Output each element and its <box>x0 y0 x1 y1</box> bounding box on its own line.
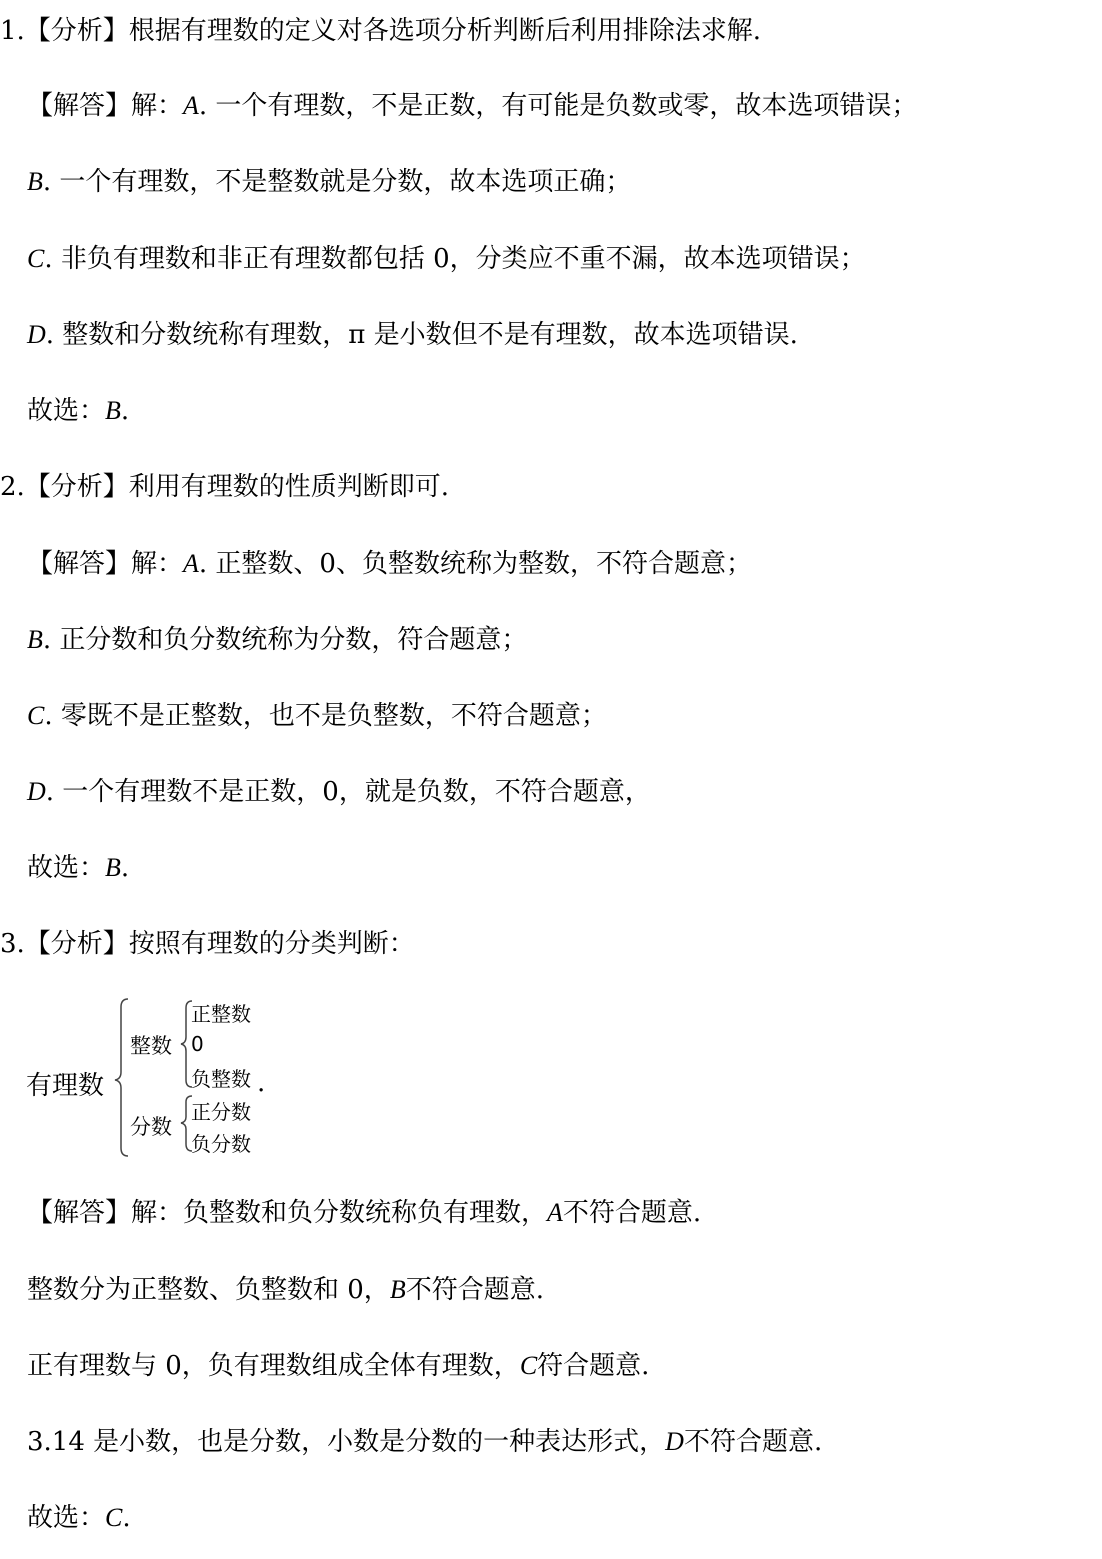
item-3-solution-d <box>27 1425 822 1459</box>
option-letter: D <box>27 777 46 806</box>
item-1-analysis: 1.【分析】根据有理数的定义对各选项分析判断后利用排除法求解. <box>0 16 762 46</box>
item-3-solution-a <box>27 1196 701 1230</box>
option-letter: A <box>183 91 199 120</box>
diagram-fraction: 分数 <box>130 1115 172 1139</box>
item-2-solution-c <box>27 699 607 733</box>
solution-text: . 零既不是正整数，也不是负整数，不符合题意； <box>44 701 607 731</box>
item-1-solution-b <box>27 165 631 199</box>
diagram-negative-integer: 负整数 <box>191 1067 251 1091</box>
option-letter: C <box>519 1351 538 1380</box>
item-1-solution-d <box>27 318 798 352</box>
option-letter: C <box>27 244 45 273</box>
answer-letter: B <box>105 396 121 425</box>
diagram-positive-fraction: 正分数 <box>191 1100 251 1124</box>
item-2-analysis: 2.【分析】利用有理数的性质判断即可. <box>0 472 450 502</box>
solution-text: . 一个有理数，不是整数就是分数，故本选项正确； <box>42 167 632 197</box>
solution-prefix: 【解答】解： <box>27 91 184 121</box>
answer-letter: B <box>105 853 121 882</box>
solution-prefix: 3.14 是小数，也是分数，小数是分数的一种表达形式， <box>27 1427 666 1457</box>
answer-label: 故选： <box>27 396 106 426</box>
diagram-integer: 整数 <box>130 1034 172 1058</box>
solution-text: 不符合题意. <box>405 1275 544 1305</box>
solution-text: . 正整数、0、负整数统称为整数，不符合题意； <box>198 549 752 579</box>
option-letter: B <box>27 167 43 196</box>
answer-letter: C <box>105 1503 123 1532</box>
item-1-solution-a <box>27 89 917 123</box>
rational-number-classification-diagram <box>26 992 286 1162</box>
solution-text: . 整数和分数统称有理数，π 是小数但不是有理数，故本选项错误. <box>45 320 798 350</box>
item-2-answer <box>27 851 129 885</box>
option-letter: A <box>547 1198 563 1227</box>
solution-text: 不符合题意. <box>683 1427 823 1457</box>
item-2-solution-b <box>27 623 527 657</box>
solution-text: 符合题意. <box>537 1351 650 1381</box>
item-2-solution-d <box>27 775 651 809</box>
option-letter: B <box>389 1275 406 1304</box>
diagram-root: 有理数 <box>26 1071 105 1101</box>
item-3-answer <box>27 1501 131 1535</box>
item-2-solution-a <box>27 547 752 581</box>
solution-prefix: 【解答】解： <box>27 549 184 579</box>
option-letter: B <box>27 625 43 654</box>
diagram-end: . <box>257 1068 266 1098</box>
answer-label: 故选： <box>27 853 106 883</box>
solution-text: 不符合题意. <box>562 1198 702 1228</box>
solution-text: . 一个有理数不是正数，0，就是负数，不符合题意， <box>45 777 651 807</box>
answer-end: . <box>120 853 130 883</box>
option-letter: A <box>183 549 199 578</box>
solution-prefix: 正有理数与 0，负有理数组成全体有理数， <box>27 1351 520 1381</box>
item-3-analysis: 3.【分析】按照有理数的分类判断： <box>0 929 415 959</box>
solution-prefix: 【解答】解：负整数和负分数统称负有理数， <box>27 1198 548 1228</box>
answer-end: . <box>122 1503 131 1533</box>
solution-text: . 一个有理数，不是正数，有可能是负数或零，故本选项错误； <box>198 91 918 121</box>
solution-prefix: 整数分为正整数、负整数和 0， <box>27 1275 390 1305</box>
solution-text: . 正分数和负分数统称为分数，符合题意； <box>42 625 528 655</box>
answer-label: 故选： <box>27 1503 106 1533</box>
diagram-positive-integer: 正整数 <box>191 1002 251 1026</box>
item-3-solution-c <box>27 1349 649 1383</box>
item-1-answer <box>27 394 129 428</box>
item-3-solution-b <box>27 1273 544 1307</box>
option-letter: C <box>27 701 45 730</box>
option-letter: D <box>27 320 46 349</box>
diagram-negative-fraction: 负分数 <box>191 1132 251 1156</box>
item-1-solution-c <box>27 242 866 276</box>
option-letter: D <box>665 1427 684 1456</box>
diagram-zero: 0 <box>191 1032 204 1056</box>
answer-end: . <box>120 396 130 426</box>
solution-text: . 非负有理数和非正有理数都包括 0，分类应不重不漏，故本选项错误； <box>44 244 866 274</box>
